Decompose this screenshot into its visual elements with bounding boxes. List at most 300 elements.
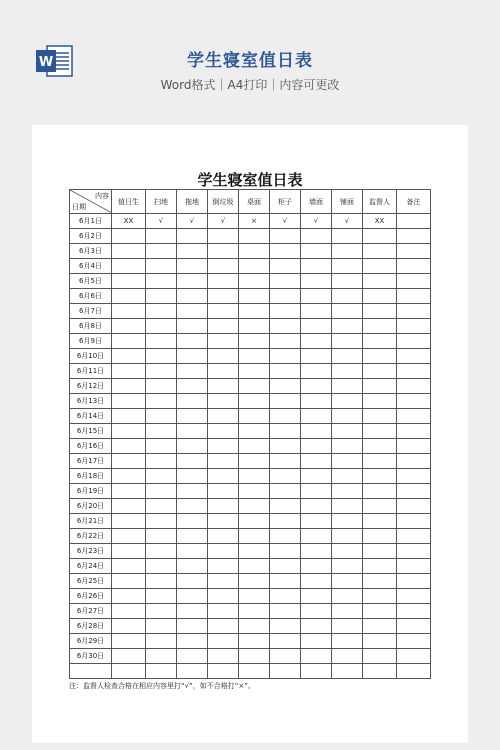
duty-cell [270,349,301,364]
duty-cell [301,604,332,619]
duty-cell [146,514,177,529]
duty-cell [332,424,363,439]
duty-cell [332,604,363,619]
duty-cell [397,274,431,289]
duty-cell [177,424,208,439]
duty-cell [239,544,270,559]
duty-cell [112,589,146,604]
column-header: 备注 [397,190,431,214]
duty-cell [177,304,208,319]
duty-cell [363,349,397,364]
table-row [70,259,431,274]
date-cell [70,664,112,679]
duty-cell [146,604,177,619]
duty-cell [146,574,177,589]
duty-cell [270,529,301,544]
duty-cell [112,604,146,619]
duty-cell [239,439,270,454]
duty-cell [332,349,363,364]
duty-cell [397,244,431,259]
duty-cell [146,259,177,274]
duty-cell [397,529,431,544]
date-cell: 6月4日 [70,259,112,274]
duty-cell [146,619,177,634]
duty-cell [239,319,270,334]
table-row [70,514,431,529]
date-cell: 6月28日 [70,619,112,634]
duty-cell [239,364,270,379]
date-cell: 6月19日 [70,484,112,499]
duty-cell [397,349,431,364]
table-row [70,379,431,394]
duty-cell [363,289,397,304]
duty-cell [270,604,301,619]
duty-cell [363,304,397,319]
duty-cell [363,424,397,439]
duty-cell [332,499,363,514]
duty-cell [332,259,363,274]
duty-cell [270,409,301,424]
duty-cell: × [239,214,270,229]
duty-cell [112,304,146,319]
duty-cell [177,499,208,514]
date-cell: 6月24日 [70,559,112,574]
duty-cell [146,589,177,604]
duty-cell [270,244,301,259]
duty-cell: √ [146,214,177,229]
duty-cell [332,409,363,424]
duty-cell [363,649,397,664]
duty-cell [177,229,208,244]
date-cell: 6月7日 [70,304,112,319]
duty-cell [397,304,431,319]
duty-cell [363,499,397,514]
corner-label-content: 内容 [95,192,109,200]
table-row [70,664,431,679]
duty-cell [332,439,363,454]
duty-cell [363,229,397,244]
duty-cell [146,334,177,349]
duty-cell [177,394,208,409]
duty-cell [332,634,363,649]
duty-cell [270,454,301,469]
duty-cell [363,604,397,619]
duty-cell [397,454,431,469]
duty-cell [239,664,270,679]
duty-cell [239,244,270,259]
table-row [70,289,431,304]
date-cell: 6月9日 [70,334,112,349]
duty-cell [146,364,177,379]
duty-cell [397,469,431,484]
duty-cell [397,379,431,394]
corner-label-date: 日期 [72,203,86,211]
duty-cell [146,424,177,439]
duty-cell [397,604,431,619]
date-cell: 6月8日 [70,319,112,334]
duty-cell [208,334,239,349]
duty-cell [363,259,397,274]
date-cell: 6月14日 [70,409,112,424]
duty-cell [146,304,177,319]
duty-cell [363,379,397,394]
footnote: 注：监督人检查合格在相应内容里打“√”，如不合格打“×”。 [69,682,255,690]
duty-cell [112,634,146,649]
column-header: 倒垃圾 [208,190,239,214]
duty-cell [363,634,397,649]
duty-cell [332,619,363,634]
duty-cell [363,454,397,469]
duty-cell [270,229,301,244]
duty-cell [301,529,332,544]
date-cell: 6月3日 [70,244,112,259]
duty-cell [301,364,332,379]
duty-cell [208,439,239,454]
duty-cell [146,244,177,259]
duty-cell [301,469,332,484]
duty-cell [208,529,239,544]
duty-cell [112,559,146,574]
duty-cell [270,589,301,604]
duty-cell [270,334,301,349]
duty-cell [112,619,146,634]
date-cell: 6月25日 [70,574,112,589]
duty-cell [112,424,146,439]
duty-cell [332,379,363,394]
duty-cell [208,289,239,304]
duty-cell [146,664,177,679]
duty-cell [239,529,270,544]
duty-cell [239,424,270,439]
duty-cell [112,439,146,454]
duty-cell: XX [363,214,397,229]
duty-cell [397,334,431,349]
duty-cell [270,469,301,484]
duty-cell [177,319,208,334]
table-row [70,634,431,649]
duty-cell [332,649,363,664]
date-cell: 6月23日 [70,544,112,559]
table-row [70,334,431,349]
duty-cell [239,289,270,304]
duty-cell [112,259,146,274]
duty-cell [239,454,270,469]
duty-cell [208,379,239,394]
duty-cell [397,319,431,334]
duty-cell [177,334,208,349]
duty-cell [208,574,239,589]
duty-cell [146,529,177,544]
duty-cell [397,394,431,409]
duty-cell [397,559,431,574]
duty-cell [208,229,239,244]
duty-cell [363,544,397,559]
duty-cell [177,469,208,484]
duty-cell [239,619,270,634]
date-cell: 6月17日 [70,454,112,469]
duty-table [69,189,431,679]
duty-cell [332,559,363,574]
duty-cell [301,484,332,499]
duty-cell [270,544,301,559]
document-title: 学生寝室值日表 [197,171,303,189]
duty-cell [208,454,239,469]
date-cell: 6月5日 [70,274,112,289]
duty-cell [397,649,431,664]
date-cell: 6月20日 [70,499,112,514]
table-row [70,559,431,574]
duty-cell [208,364,239,379]
duty-cell [270,514,301,529]
duty-cell [112,454,146,469]
duty-cell [270,319,301,334]
duty-cell [363,574,397,589]
duty-cell [239,559,270,574]
duty-cell [332,544,363,559]
duty-cell [363,559,397,574]
duty-cell [397,634,431,649]
duty-cell [208,409,239,424]
duty-cell [177,574,208,589]
column-header: 扫地 [146,190,177,214]
duty-cell [397,619,431,634]
date-cell: 6月12日 [70,379,112,394]
duty-cell [208,484,239,499]
duty-cell [112,529,146,544]
date-cell: 6月21日 [70,514,112,529]
table-row [70,424,431,439]
duty-cell [301,499,332,514]
duty-cell [239,469,270,484]
table-row [70,229,431,244]
duty-cell [177,649,208,664]
table-row [70,499,431,514]
duty-cell [363,664,397,679]
duty-cell [270,424,301,439]
duty-cell [270,274,301,289]
column-header: 柜子 [270,190,301,214]
duty-cell [146,634,177,649]
duty-cell [270,439,301,454]
duty-cell [332,529,363,544]
duty-cell [332,484,363,499]
duty-cell [363,514,397,529]
duty-cell [239,379,270,394]
duty-cell [208,394,239,409]
duty-cell [363,484,397,499]
duty-cell [112,514,146,529]
table-row [70,529,431,544]
duty-cell [301,544,332,559]
duty-cell [270,289,301,304]
duty-cell [301,634,332,649]
duty-cell [270,484,301,499]
date-cell: 6月15日 [70,424,112,439]
duty-cell [146,289,177,304]
duty-cell [301,349,332,364]
duty-cell [208,304,239,319]
table-row [70,484,431,499]
table-row [70,544,431,559]
duty-cell [270,394,301,409]
duty-cell [301,394,332,409]
duty-cell [301,559,332,574]
date-cell: 6月2日 [70,229,112,244]
duty-cell [208,514,239,529]
table-row [70,574,431,589]
duty-cell [146,469,177,484]
duty-cell [397,664,431,679]
duty-cell [112,349,146,364]
duty-cell [112,274,146,289]
page-subtitle: Word格式｜A4打印｜内容可更改 [160,78,340,92]
duty-cell [177,589,208,604]
date-cell: 6月30日 [70,649,112,664]
duty-cell [177,664,208,679]
duty-cell [112,379,146,394]
duty-cell [301,424,332,439]
duty-cell [239,634,270,649]
table-body [70,214,431,679]
duty-cell [332,274,363,289]
duty-cell [112,319,146,334]
duty-cell [146,379,177,394]
duty-cell [208,499,239,514]
duty-cell [363,394,397,409]
duty-cell: √ [332,214,363,229]
duty-cell [177,559,208,574]
duty-cell [270,664,301,679]
duty-cell [208,634,239,649]
table-row [70,304,431,319]
duty-cell [239,229,270,244]
duty-cell [332,574,363,589]
duty-cell [363,409,397,424]
duty-cell [146,559,177,574]
duty-cell [270,364,301,379]
duty-cell [239,259,270,274]
table-row [70,619,431,634]
duty-cell [208,469,239,484]
duty-cell [112,229,146,244]
duty-cell [208,244,239,259]
table-row [70,394,431,409]
date-cell: 6月1日 [70,214,112,229]
duty-cell [146,484,177,499]
duty-cell [301,304,332,319]
duty-cell: √ [208,214,239,229]
column-header: 墙面 [301,190,332,214]
duty-cell [177,529,208,544]
corner-header-cell [70,190,112,214]
table-row [70,454,431,469]
duty-cell [239,589,270,604]
table-row [70,604,431,619]
duty-cell [177,514,208,529]
table-row [70,649,431,664]
duty-cell [301,274,332,289]
duty-cell [146,349,177,364]
duty-cell [112,334,146,349]
duty-cell [332,469,363,484]
duty-cell [270,574,301,589]
duty-cell [177,544,208,559]
duty-cell [146,649,177,664]
duty-cell [239,334,270,349]
duty-cell [332,514,363,529]
duty-cell [177,484,208,499]
duty-cell [239,574,270,589]
duty-cell [177,619,208,634]
duty-cell [301,664,332,679]
table-row [70,409,431,424]
duty-cell [301,514,332,529]
page-title: 学生寝室值日表 [187,51,313,71]
date-cell: 6月10日 [70,349,112,364]
duty-cell [397,424,431,439]
duty-cell [301,409,332,424]
duty-cell [146,274,177,289]
duty-cell [239,484,270,499]
duty-cell [146,229,177,244]
duty-cell: √ [270,214,301,229]
duty-cell [332,304,363,319]
table-row [70,364,431,379]
date-cell: 6月22日 [70,529,112,544]
table-row [70,319,431,334]
duty-cell [363,589,397,604]
column-header: 铺面 [332,190,363,214]
duty-cell [301,649,332,664]
date-cell: 6月16日 [70,439,112,454]
duty-cell [208,274,239,289]
duty-cell [146,454,177,469]
date-cell: 6月11日 [70,364,112,379]
duty-cell [397,514,431,529]
date-cell: 6月13日 [70,394,112,409]
duty-cell [397,214,431,229]
duty-cell: XX [112,214,146,229]
duty-cell [112,544,146,559]
duty-cell [270,379,301,394]
duty-cell [332,319,363,334]
duty-cell [332,664,363,679]
duty-cell [239,499,270,514]
duty-cell [177,604,208,619]
duty-cell [239,604,270,619]
duty-cell [270,259,301,274]
duty-cell [301,229,332,244]
duty-cell [239,304,270,319]
duty-cell [112,484,146,499]
date-cell: 6月27日 [70,604,112,619]
duty-cell [363,244,397,259]
duty-cell [301,259,332,274]
duty-cell [177,289,208,304]
duty-cell [332,394,363,409]
duty-cell [146,439,177,454]
duty-cell [177,454,208,469]
duty-cell [332,364,363,379]
duty-cell [112,469,146,484]
table-row [70,274,431,289]
duty-cell [208,559,239,574]
duty-cell [208,319,239,334]
duty-cell [332,244,363,259]
duty-cell [301,454,332,469]
duty-cell [112,244,146,259]
duty-cell [270,304,301,319]
